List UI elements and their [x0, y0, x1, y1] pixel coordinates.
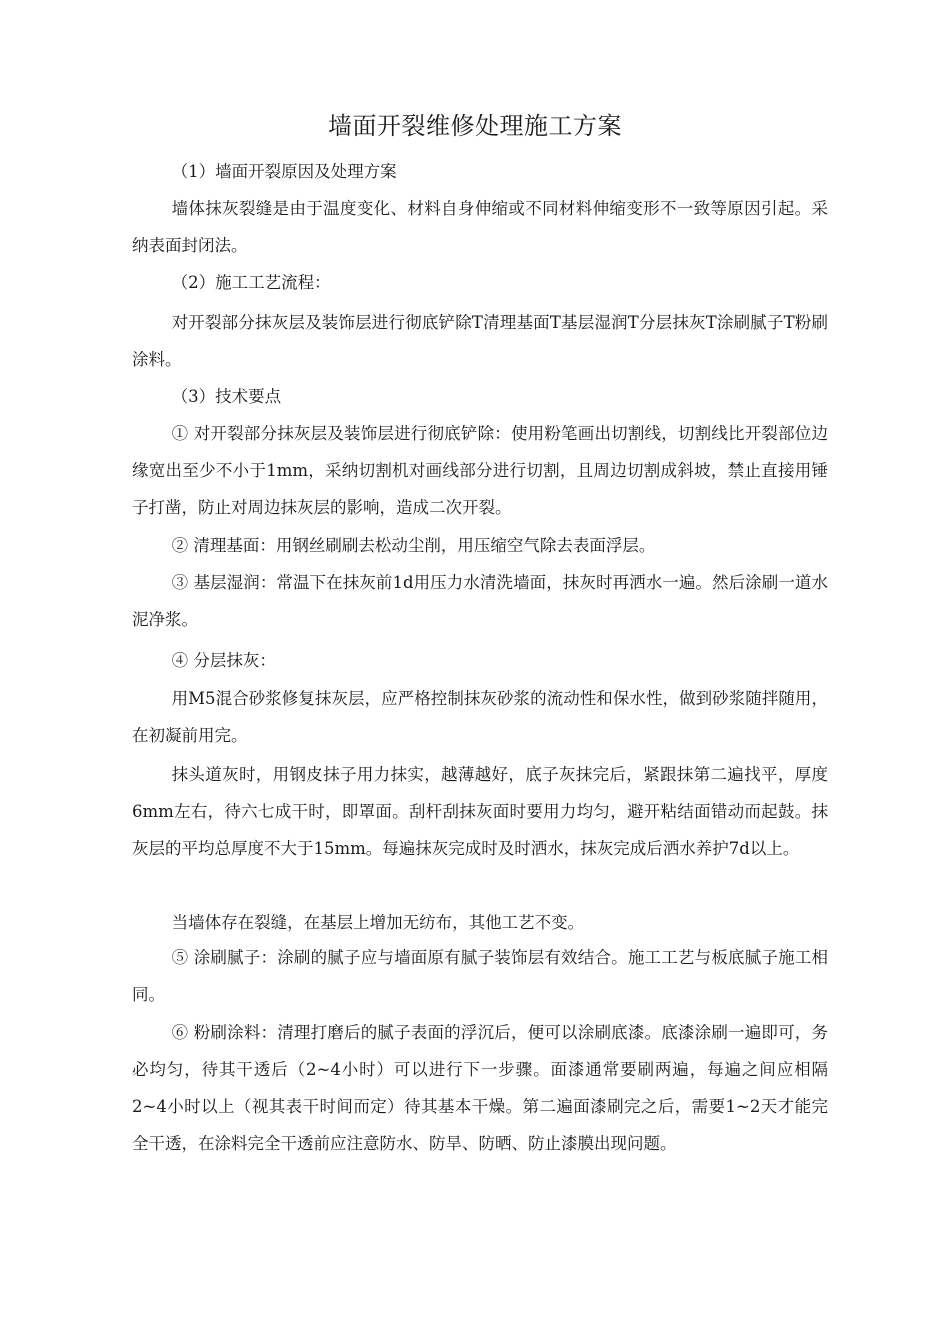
- paragraph-process-flow: 对开裂部分抹灰层及装饰层进行彻底铲除T清理基面T基层湿润T分层抹灰T涂刷腻子T粉刷涂料。: [132, 313, 828, 369]
- paragraph-step-4-plastering: 抹头道灰时，用钢皮抹子用力抹实，越薄越好，底子灰抹完后，紧跟抹第二遍找平，厚度6mm左右，待六七成干时，即罩面。刮杆刮抹灰面时要用力均匀，避开粘结面错动而起鼓。抹灰层的平均总厚度不大于15mm。每遍抹灰完成时及时洒水，抹灰完成后洒水养护7d以上。: [132, 765, 828, 858]
- paragraph-cause: 墙体抹灰裂缝是由于温度变化、材料自身伸缩或不同材料伸缩变形不一致等原因引起。采纳表面封闭法。: [132, 199, 828, 255]
- paragraph-step-2-clean: ② 清理基面：用钢丝刷刷去松动尘削，用压缩空气除去表面浮层。: [171, 536, 656, 555]
- paragraph-step-4-mortar: 用M5混合砂浆修复抹灰层，应严格控制抹灰砂浆的流动性和保水性，做到砂浆随拌随用，在初凝前用完。: [132, 689, 828, 745]
- paragraph-step-6-paint: ⑥ 粉刷涂料：清理打磨后的腻子表面的浮沉后，便可以涂刷底漆。底漆涂刷一遍即可，务必均匀，待其干透后（2~4小时）可以进行下一步骤。面漆通常要刷两遍，每遍之间应相隔2~4小时以上（视其表干时间而定）待其基本干燥。第二遍面漆刷完之后，需要1~2天才能完全干透，在涂料完全干透前应注意防水、防旱、防晒、防止漆膜出现问题。: [132, 1023, 828, 1153]
- paragraph-step-3-wetting: ③ 基层湿润：常温下在抹灰前1d用压力水清洗墙面，抹灰时再洒水一遍。然后涂刷一道水泥净浆。: [132, 573, 828, 629]
- heading-cause-and-solution: （1）墙面开裂原因及处理方案: [171, 162, 397, 181]
- heading-process-flow: （2）施工工艺流程：: [171, 273, 331, 292]
- paragraph-step-1-removal: ① 对开裂部分抹灰层及装饰层进行彻底铲除：使用粉笔画出切割线，切割线比开裂部位边缘宽出至少不小于1mm，采纳切割机对画线部分进行切割，且周边切割成斜坡，禁止直接用锤子打凿，防止对周边抹灰层的影响，造成二次开裂。: [132, 424, 828, 517]
- paragraph-step-4-heading: ④ 分层抹灰：: [171, 651, 276, 670]
- document-title: 墙面开裂维修处理施工方案: [328, 112, 622, 140]
- heading-technical-points: （3）技术要点: [171, 387, 282, 406]
- paragraph-cracks-note: 当墙体存在裂缝，在基层上增加无纺布，其他工艺不变。: [171, 913, 585, 932]
- paragraph-step-5-putty: ⑤ 涂刷腻子：涂刷的腻子应与墙面原有腻子装饰层有效结合。施工工艺与板底腻子施工相同。: [132, 948, 828, 1004]
